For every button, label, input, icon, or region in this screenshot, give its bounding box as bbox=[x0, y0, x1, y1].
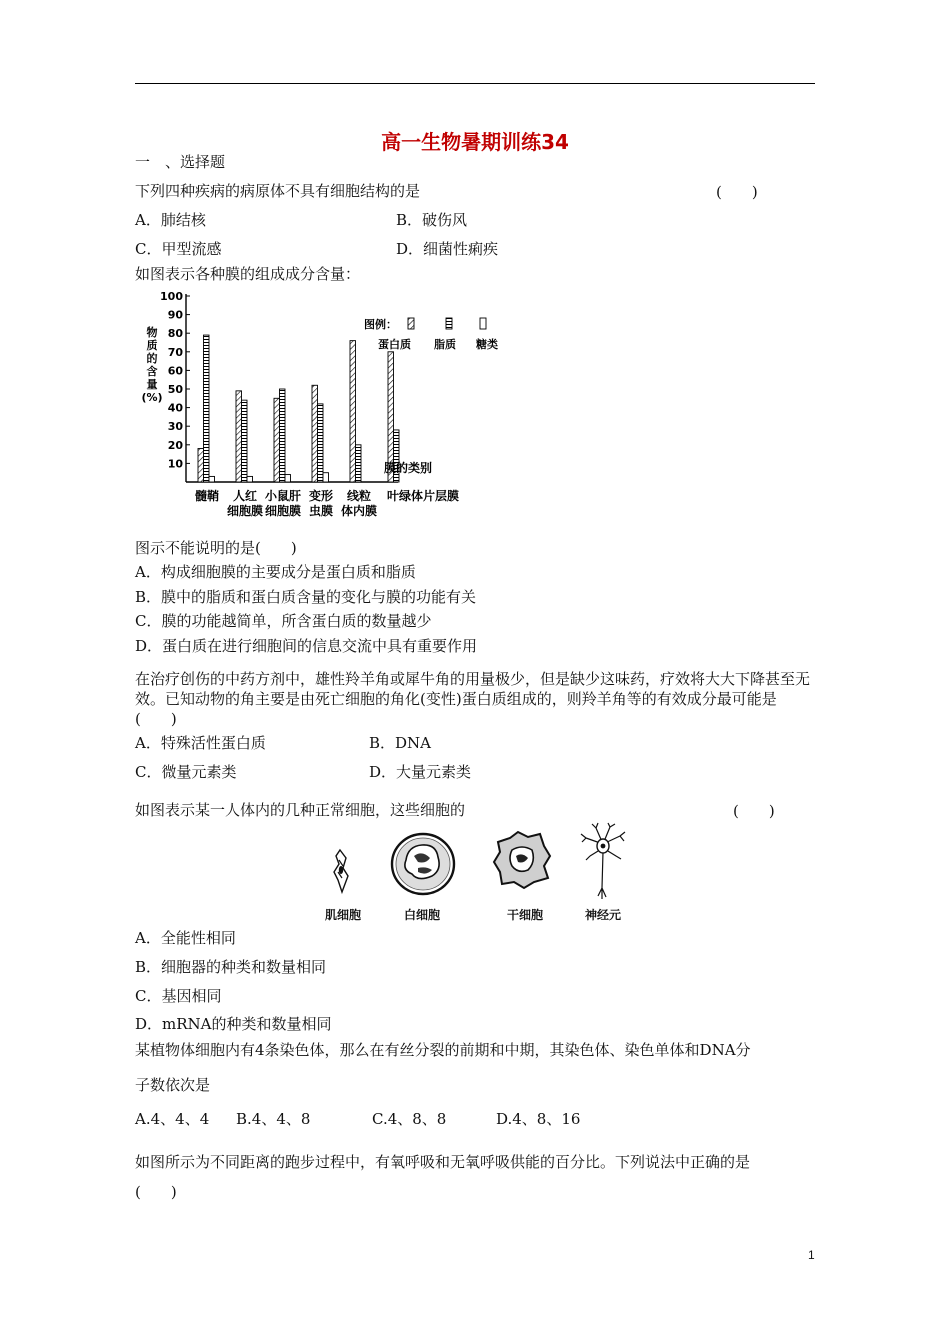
x-axis-label: 膜的类别 bbox=[383, 461, 433, 475]
q4-option-b: B．细胞器的种类和数量相同 bbox=[135, 958, 327, 976]
y-axis-label-char: 物 bbox=[146, 326, 158, 339]
q5-option-a: A.4、4、4 bbox=[135, 1110, 210, 1128]
lipid-bar bbox=[280, 389, 286, 482]
q2-option-b: B．膜中的脂质和蛋白质含量的变化与膜的功能有关 bbox=[135, 588, 477, 606]
neuron-label: 神经元 bbox=[585, 908, 622, 922]
stem-cell-image bbox=[490, 828, 554, 892]
white-blood-cell-image bbox=[388, 830, 458, 898]
membrane-composition-chart bbox=[138, 284, 518, 524]
q4-option-c: C．基因相同 bbox=[135, 987, 222, 1005]
y-tick-label: 80 bbox=[167, 327, 183, 341]
q2-option-d: D．蛋白质在进行细胞间的信息交流中具有重要作用 bbox=[135, 637, 478, 655]
q1-option-a: A．肺结核 bbox=[135, 211, 206, 229]
lipid-legend-label: 脂质 bbox=[434, 338, 456, 351]
section-heading: 一 、选择题 bbox=[135, 153, 226, 171]
lipid-bar bbox=[318, 404, 324, 482]
protein-bar bbox=[236, 391, 242, 482]
category-label: 线粒 bbox=[346, 489, 372, 503]
q6-stem: 如图所示为不同距离的跑步过程中，有氧呼吸和无氧呼吸供能的百分比。下列说法中正确的是 bbox=[135, 1153, 751, 1171]
sugar-legend-label: 糖类 bbox=[476, 338, 498, 351]
y-axis-label-char: 量 bbox=[146, 378, 158, 391]
q5-stem-line2: 子数依次是 bbox=[135, 1076, 211, 1094]
sugar-bar bbox=[247, 476, 253, 482]
category-label: 细胞膜 bbox=[264, 504, 302, 518]
category-label: 变形 bbox=[308, 489, 334, 503]
q3-option-b: B．DNA bbox=[369, 734, 432, 752]
muscle-cell-label: 肌细胞 bbox=[325, 908, 362, 922]
y-tick-label: 60 bbox=[167, 364, 183, 378]
q5-option-d: D.4、8、16 bbox=[496, 1110, 581, 1128]
muscle-cell-image bbox=[330, 846, 354, 896]
q2-option-c: C．膜的功能越简单，所含蛋白质的数量越少 bbox=[135, 612, 432, 630]
q1-answer-paren: ( ) bbox=[716, 183, 758, 201]
q4-answer-paren: ( ) bbox=[733, 802, 775, 820]
category-label: 髓鞘 bbox=[194, 489, 220, 503]
stem-cell-label: 干细胞 bbox=[507, 908, 544, 922]
page-title: 高一生物暑期训练34 bbox=[381, 130, 569, 154]
q3-stem: 在治疗创伤的中药方剂中，雄性羚羊角或犀牛角的用量极少，但是缺少这味药，疗效将大大下降甚至无效。已知动物的角主要是由死亡细胞的角化(变性)蛋白质组成的，则羚羊角等的有效成分最可能是( ) bbox=[135, 670, 811, 728]
protein-bar bbox=[198, 449, 204, 482]
category-label: 人红 bbox=[232, 489, 258, 503]
page-number: 1 bbox=[808, 1248, 815, 1262]
category-label: 体内膜 bbox=[340, 504, 378, 518]
q3-option-c: C．微量元素类 bbox=[135, 763, 237, 781]
q3-option-d: D．大量元素类 bbox=[369, 763, 472, 781]
sugar-legend-swatch bbox=[480, 318, 486, 329]
sugar-bar bbox=[285, 475, 291, 482]
protein-bar bbox=[274, 398, 280, 482]
protein-bar bbox=[312, 385, 318, 482]
category-label: 小鼠肝 bbox=[264, 489, 302, 503]
q4-option-a: A．全能性相同 bbox=[135, 929, 236, 947]
sugar-bar bbox=[209, 476, 215, 482]
lipid-bar bbox=[204, 335, 210, 482]
y-tick-label: 10 bbox=[167, 457, 183, 471]
protein-legend-label: 蛋白质 bbox=[378, 338, 411, 351]
q5-option-b: B.4、4、8 bbox=[236, 1110, 311, 1128]
q2-option-a: A．构成细胞膜的主要成分是蛋白质和脂质 bbox=[135, 563, 416, 581]
neuron-image bbox=[578, 822, 628, 904]
legend-title: 图例： bbox=[364, 318, 397, 331]
q2-stem: 图示不能说明的是( ) bbox=[135, 539, 297, 557]
category-label: 细胞膜 bbox=[226, 504, 264, 518]
q4-option-d: D．mRNA的种类和数量相同 bbox=[135, 1015, 332, 1033]
q1-option-c: C．甲型流感 bbox=[135, 240, 222, 258]
y-axis-label-char: 的 bbox=[146, 352, 158, 365]
y-tick-label: 30 bbox=[167, 420, 183, 434]
y-axis-label-char: (%) bbox=[141, 391, 163, 404]
y-tick-label: 100 bbox=[160, 290, 183, 303]
category-label: 叶绿体片层膜 bbox=[386, 489, 460, 503]
q4-stem: 如图表示某一人体内的几种正常细胞，这些细胞的 bbox=[135, 801, 466, 819]
y-tick-label: 90 bbox=[167, 308, 183, 322]
y-tick-label: 20 bbox=[167, 438, 183, 452]
y-tick-label: 50 bbox=[167, 383, 183, 396]
lipid-bar bbox=[356, 445, 362, 482]
y-tick-label: 70 bbox=[167, 345, 183, 359]
header-rule bbox=[135, 83, 815, 84]
protein-bar bbox=[350, 341, 356, 482]
q2-intro: 如图表示各种膜的组成成分含量： bbox=[135, 265, 361, 283]
sugar-bar bbox=[323, 473, 329, 482]
q1-option-d: D．细菌性痢疾 bbox=[396, 240, 499, 258]
q5-option-c: C.4、8、8 bbox=[372, 1110, 447, 1128]
lipid-legend-swatch bbox=[446, 318, 452, 329]
q6-answer-paren: ( ) bbox=[135, 1183, 177, 1201]
category-label: 虫膜 bbox=[308, 504, 334, 518]
white-blood-cell-label: 白细胞 bbox=[404, 908, 441, 922]
lipid-bar bbox=[242, 400, 248, 482]
q3-option-a: A．特殊活性蛋白质 bbox=[135, 734, 266, 752]
q5-stem-line1: 某植物体细胞内有4条染色体，那么在有丝分裂的前期和中期，其染色体、染色单体和DNA分 bbox=[135, 1041, 751, 1059]
y-axis-label-char: 含 bbox=[146, 365, 158, 378]
protein-legend-swatch bbox=[408, 318, 414, 329]
q1-stem: 下列四种疾病的病原体不具有细胞结构的是 bbox=[135, 182, 421, 200]
y-tick-label: 40 bbox=[167, 401, 183, 415]
q1-option-b: B．破伤风 bbox=[396, 211, 468, 229]
y-axis-label-char: 质 bbox=[146, 339, 158, 352]
